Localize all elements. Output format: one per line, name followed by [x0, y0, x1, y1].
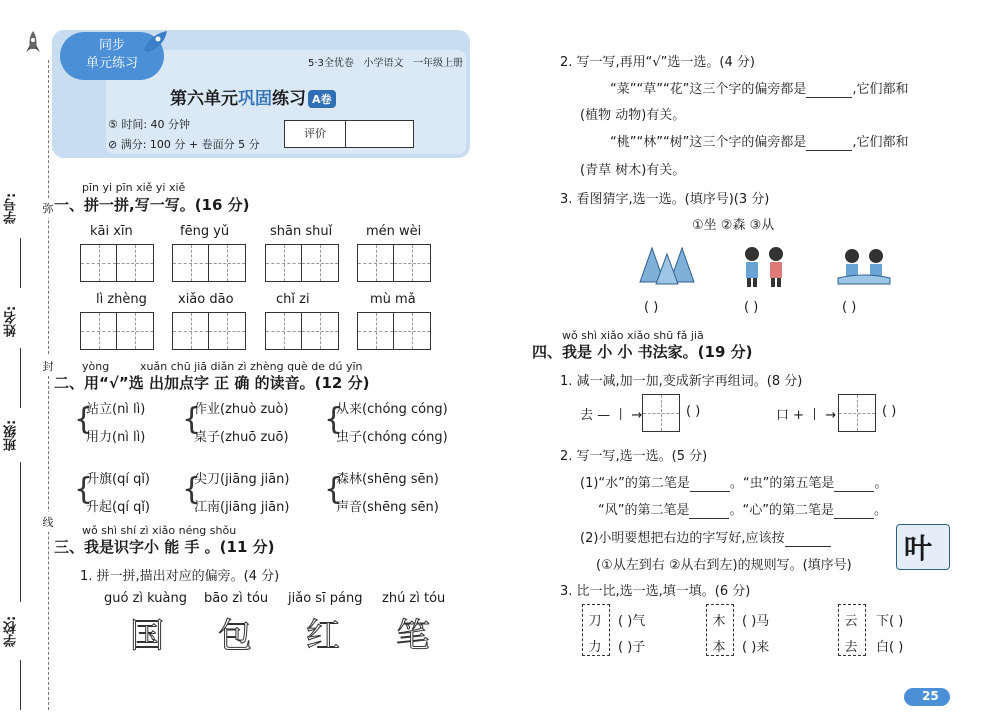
class-line: [20, 462, 22, 602]
subtract-formula: 去 — 丨 →: [580, 408, 643, 423]
class-label: 班级:: [4, 419, 19, 451]
section3-pinyin: wǒ shì shí zì xiǎo néng shǒu: [82, 524, 237, 537]
section4-q1: 1. 减一减,加一加,变成新字再组词。(8 分): [560, 374, 803, 389]
writing-box[interactable]: [80, 244, 154, 282]
radical-pinyin: guó zì kuàng: [104, 591, 187, 606]
pinyin-word: fēng yǔ: [180, 224, 230, 239]
section3-title: 三、我是识字小 能 手 。(11 分): [54, 538, 275, 556]
reading-pair[interactable]: 作业(zhuò zuò) 桌子(zhuō zuō): [194, 402, 289, 445]
answer-blank[interactable]: [834, 476, 874, 492]
header-meta: [308, 54, 463, 69]
section3-q2-line1: “菜”“草”“花”这三个字的偏旁都是 ,它们都和: [610, 82, 909, 97]
traceable-char[interactable]: 国: [130, 616, 164, 656]
writing-box[interactable]: [80, 312, 154, 350]
brace: {: [324, 402, 344, 437]
pinyin-word: shān shuǐ: [270, 224, 333, 239]
stroke-line1: (1)“水”的第二笔是 。“虫”的第五笔是 。: [580, 476, 888, 491]
section3-q3: 3. 看图猜字,选一选。(填序号)(3 分): [560, 192, 770, 207]
section3-q2-line3: “桃”“林”“树”这三个字的偏旁都是 ,它们都和: [610, 135, 909, 150]
subject-name: 小学语文: [363, 58, 404, 69]
reading-pair[interactable]: 升旗(qí qǐ) 升起(qí qǐ): [86, 472, 151, 515]
compare-char: 本: [712, 640, 726, 655]
seal-char-mi: 弥: [38, 198, 58, 218]
section1-title: 一、拼一拼,写一写。(16 分): [54, 196, 250, 214]
pinyin-word: chǐ zi: [276, 292, 310, 307]
brace: {: [182, 402, 202, 437]
compare-char: 刀: [588, 614, 602, 629]
compare-fill[interactable]: ( )子: [618, 640, 646, 655]
pinyin-word: mù mǎ: [370, 292, 416, 307]
seal-char-xian: 线: [38, 512, 58, 532]
writing-box[interactable]: [357, 244, 431, 282]
answer-blank[interactable]: [690, 476, 730, 492]
section2-pinyin-yong: yòng: [82, 360, 110, 373]
answer-blank[interactable]: [785, 531, 831, 547]
paper-tag: A卷: [308, 90, 336, 108]
section2-title: 二、用“√”选 出加点字 正 确 的读音。(12 分): [54, 374, 370, 392]
radical-pinyin: jiǎo sī páng: [288, 591, 363, 606]
compare-fill[interactable]: ( )来: [742, 640, 770, 655]
kids-sitting-illustration: [836, 246, 892, 288]
new-char-box[interactable]: [838, 394, 876, 432]
writing-box[interactable]: [172, 244, 246, 282]
section2-pinyin: xuǎn chū jiā diǎn zì zhèng què de dú yīn: [140, 360, 363, 373]
answer-blank[interactable]: [806, 135, 852, 151]
compare-char: 去: [844, 640, 858, 655]
brace: {: [74, 472, 94, 507]
radical-pinyin: zhú zì tóu: [382, 591, 446, 606]
series-name: 5·3全优卷: [308, 58, 354, 69]
traceable-char[interactable]: 包: [218, 616, 252, 656]
compare-fill[interactable]: 下( ): [876, 614, 904, 629]
answer-blank[interactable]: [689, 503, 729, 519]
stroke-line2: “风”的第二笔是 。“心”的第二笔是 。: [598, 503, 887, 518]
answer-paren[interactable]: ( ): [842, 300, 857, 315]
student-id-line: [20, 238, 22, 288]
brace: {: [324, 472, 344, 507]
seal-dash-line: [48, 60, 49, 710]
grade-name: 一年级上册: [413, 58, 463, 69]
pinyin-word: xiǎo dāo: [178, 292, 234, 307]
add-formula: 口 + 丨 →: [776, 408, 837, 423]
section3-q1: 1. 拼一拼,描出对应的偏旁。(4 分): [80, 569, 280, 584]
page-number: 25: [922, 689, 939, 703]
pinyin-word: kāi xīn: [90, 224, 133, 239]
section3-q2-line4[interactable]: (青草 树木)有关。: [580, 163, 686, 178]
compare-fill[interactable]: ( )马: [742, 614, 770, 629]
page-title: 第六单元巩固练习 A卷: [170, 84, 336, 109]
answer-paren[interactable]: ( ): [644, 300, 659, 315]
kids-standing-illustration: [736, 244, 792, 288]
word-paren[interactable]: ( ): [882, 404, 897, 419]
evaluation-box: [284, 120, 414, 148]
traceable-char[interactable]: 笔: [396, 616, 430, 656]
compare-char: 力: [588, 640, 602, 655]
evaluation-label: 评价: [285, 121, 346, 147]
student-id-label: 学号:: [4, 192, 19, 224]
reading-pair[interactable]: 站立(nì lì) 用力(nì lì): [86, 402, 146, 445]
brace: {: [182, 472, 202, 507]
school-line: [20, 660, 22, 710]
reading-pair[interactable]: 从来(chóng cóng) 虫子(chóng cóng): [336, 402, 448, 445]
rocket-badge-icon: [140, 28, 170, 54]
name-line: [20, 348, 22, 408]
school-label: 学校:: [4, 615, 19, 647]
new-char-box[interactable]: [642, 394, 680, 432]
section4-q2: 2. 写一写,选一选。(5 分): [560, 449, 708, 464]
answer-blank[interactable]: [834, 503, 874, 519]
writing-box[interactable]: [265, 244, 339, 282]
stroke-line3: (2)小明要想把右边的字写好,应该按: [580, 527, 831, 547]
badge-line1: 同步: [98, 38, 125, 53]
writing-box[interactable]: [265, 312, 339, 350]
pinyin-word: lì zhèng: [96, 292, 147, 307]
section4-pinyin: wǒ shì xiǎo xiǎo shū fǎ jiā: [562, 329, 704, 342]
forest-illustration: [636, 244, 698, 288]
section1-pinyin: pīn yi pīn xiě yi xiě: [82, 181, 186, 194]
stroke-line4: (①从左到右 ②从右到左)的规则写。(填序号): [596, 558, 852, 573]
section4-q3: 3. 比一比,选一选,填一填。(6 分): [560, 584, 751, 599]
section4-title: 四、我是 小 小 书法家。(19 分): [532, 343, 753, 361]
reading-pair[interactable]: 森林(shēng sēn) 声音(shēng sēn): [336, 472, 439, 515]
rocket-icon: [24, 30, 42, 56]
traceable-char[interactable]: 红: [306, 616, 340, 656]
compare-fill[interactable]: 白( ): [876, 640, 904, 655]
time-info: ⑤ 时间: 40 分钟: [108, 118, 191, 131]
section3-q2-line2[interactable]: (植物 动物)有关。: [580, 108, 686, 123]
compare-fill[interactable]: ( )气: [618, 614, 646, 629]
compare-char: 云: [844, 614, 858, 629]
pinyin-word: mén wèi: [366, 224, 422, 239]
answer-paren[interactable]: ( ): [744, 300, 759, 315]
brace: {: [74, 402, 94, 437]
writing-box[interactable]: [357, 312, 431, 350]
seal-char-feng: 封: [38, 356, 58, 376]
score-info: ⊘ 满分: 100 分 + 卷面分 5 分: [108, 138, 260, 151]
word-paren[interactable]: ( ): [686, 404, 701, 419]
answer-blank[interactable]: [806, 82, 852, 98]
scroll-char: 叶: [904, 532, 933, 565]
name-label: 姓名:: [4, 305, 19, 337]
badge-line2: 单元练习: [85, 56, 138, 71]
compare-char: 木: [712, 614, 726, 629]
writing-box[interactable]: [172, 312, 246, 350]
reading-pair[interactable]: 尖刀(jiāng jiān) 江南(jiāng jiān): [194, 472, 290, 515]
section3-q2: 2. 写一写,再用“√”选一选。(4 分): [560, 55, 755, 70]
section3-q3-options: ①坐 ②森 ③从: [692, 218, 775, 233]
radical-pinyin: bāo zì tóu: [204, 591, 269, 606]
